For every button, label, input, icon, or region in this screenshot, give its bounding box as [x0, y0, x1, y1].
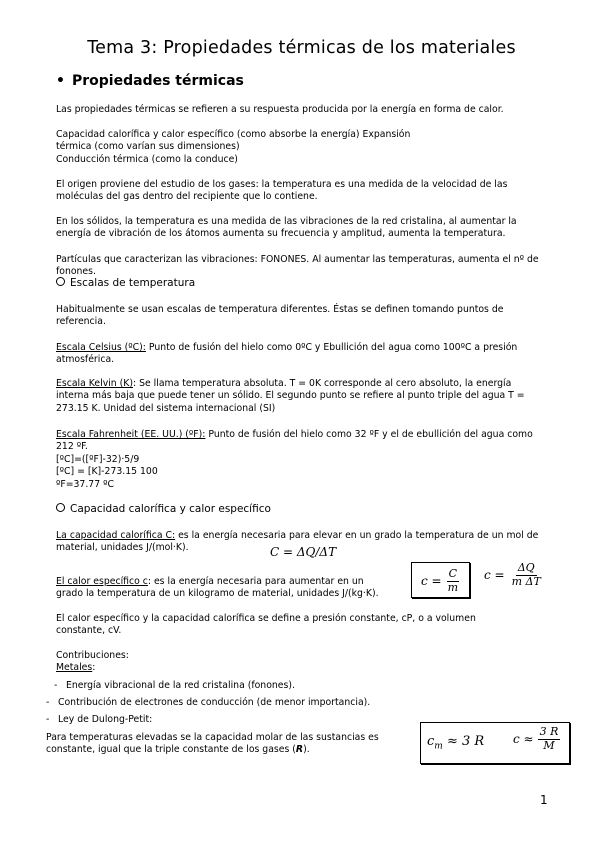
list-item: Capacidad calorífica y calor específico (como absorbe la energía) Expansión [56, 129, 411, 140]
formula-c2-fraction [510, 562, 543, 588]
section-heading-propiedades [56, 73, 244, 89]
formula-line: [ºC] = [K]-273.15 100 [56, 466, 158, 478]
page-title: Tema 3: Propiedades térmicas de los materiales [87, 38, 516, 58]
formula-c-lhs: c = [421, 574, 442, 589]
dash-bullet: - [46, 714, 50, 725]
bullet: • [56, 73, 65, 89]
formula-c-fraction [446, 568, 460, 594]
capacidad-text: es la energía necesaria para elevar en un grado la temperatura de un mol de material, unidades J/(mol·K). [56, 530, 539, 554]
celsius-text: Punto de fusión del hielo como 0ºC y Ebullición del agua como 100ºC a presión atmosférica. [56, 342, 518, 366]
subheading-escalas [56, 277, 544, 289]
intro-paragraph: Las propiedades térmicas se refieren a su respuesta producida por la energía en forma de calor. [56, 104, 504, 115]
capacidad-label: La capacidad calorífica C: [56, 530, 176, 541]
contribuciones-label: Contribuciones: [56, 650, 129, 661]
heading-text: Propiedades térmicas [72, 73, 244, 89]
metales-colon: : [92, 662, 96, 673]
dulong-paragraph [46, 732, 406, 757]
calor-paragraph [56, 576, 391, 601]
subheading-text: Escalas de temperatura [70, 277, 196, 289]
metales-label [56, 662, 544, 674]
formula-capacidad: C = ΔQ/ΔT [270, 545, 337, 559]
fahrenheit-text: Punto de fusión del hielo como 32 ºF y el de ebullición del agua como 212 ºF. [56, 429, 533, 453]
list-item-text: Ley de Dulong-Petit: [58, 714, 153, 725]
dash-bullet: - [46, 697, 50, 708]
calor-text: : es la energía necesaria para aumentar en un grado la temperatura de un kilogramo de material, unidades J/(kg·K). [56, 576, 379, 600]
list-item [46, 697, 534, 709]
kelvin-text: : Se llama temperatura absoluta. T = 0K corresponde al cero absoluto, la energía interna más baja que puede tener un sólido. El segundo punto se refiere al punto triple del agua T = 273.15 K. Unidad del sistema internacional (SI) [56, 378, 525, 414]
fahrenheit-paragraph [56, 429, 544, 491]
list-item-text: Contribución de electrones de conducción (de menor importancia). [58, 697, 371, 708]
formula-cm-rhs: ≈ 3 R [442, 734, 485, 749]
formula-line: [ºC]=([ºF]-32)·5/9 [56, 453, 140, 465]
formula-box-c [411, 562, 470, 598]
fraction-denominator: m ΔT [511, 574, 541, 588]
list-item: Conducción térmica (como la conduce) [56, 153, 238, 165]
page-number: 1 [540, 793, 548, 807]
formula-c3 [513, 726, 560, 752]
calor-label: El calor específico c [56, 576, 148, 587]
formula-c3-fraction [538, 726, 561, 752]
formula-line: ºF=37.77 ºC [56, 478, 114, 490]
formula-cm-sub: m [434, 741, 443, 752]
properties-list [56, 129, 544, 166]
circle-bullet-icon [56, 503, 65, 512]
formula-c2-lhs: c = [484, 568, 505, 583]
kelvin-paragraph [56, 378, 544, 415]
list-item: térmica (como varían sus dimensiones) [56, 141, 240, 153]
formula-cm [427, 734, 484, 752]
fahrenheit-label: Escala Fahrenheit (EE. UU.) (ºF): [56, 429, 206, 440]
celsius-label: Escala Celsius (ºC): [56, 342, 146, 353]
circle-bullet-icon [56, 277, 65, 286]
formula-c3-lhs: c ≈ [513, 732, 534, 747]
presion-paragraph: El calor específico y la capacidad calorífica se define a presión constante, cP, o a volumen constante, cV. [56, 613, 476, 637]
formula-box-dulong [420, 722, 570, 764]
list-item-text: Energía vibracional de la red cristalina (fonones). [66, 680, 295, 691]
subheading-text: Capacidad calorífica y calor específico [70, 503, 271, 515]
subheading-capacidad [56, 503, 544, 515]
dulong-r: R [295, 744, 304, 756]
fraction-numerator: C [448, 567, 458, 580]
dulong-text: Para temperaturas elevadas se la capacidad molar de las sustancias es constante, igual que la triple constante de los gases ( [46, 732, 379, 756]
kelvin-label: Escala Kelvin (K) [56, 378, 133, 389]
metales-text: Metales [56, 662, 93, 673]
formula-c-content [421, 568, 460, 594]
fraction-denominator: M [543, 738, 555, 752]
list-item [54, 680, 542, 692]
fraction-numerator: 3 R [539, 725, 559, 738]
gases-paragraph: El origen proviene del estudio de los gases: la temperatura es una medida de la velocidad de las moléculas del gas dentro del recipiente que lo contiene. [56, 179, 508, 203]
celsius-paragraph [56, 342, 544, 367]
fonones-paragraph: Partículas que caracterizan las vibraciones: FONONES. Al aumentar las temperaturas, aumenta el nº de fonones. [56, 254, 539, 278]
fraction-numerator: ΔQ [517, 561, 535, 574]
escalas-intro: Habitualmente se usan escalas de temperatura diferentes. Éstas se definen tomando puntos de referencia. [56, 304, 504, 328]
formula-cm-c: c [427, 734, 435, 749]
dash-bullet: - [54, 680, 58, 691]
solidos-paragraph: En los sólidos, la temperatura es una medida de las vibraciones de la red cristalina, al aumentar la energía de vibración de los átomos aumenta su frecuencia y amplitud, aumenta la temperatura. [56, 216, 517, 240]
dulong-text-end: ). [303, 744, 310, 756]
formula-c-deltaq [484, 562, 543, 588]
fraction-denominator: m [447, 580, 459, 594]
